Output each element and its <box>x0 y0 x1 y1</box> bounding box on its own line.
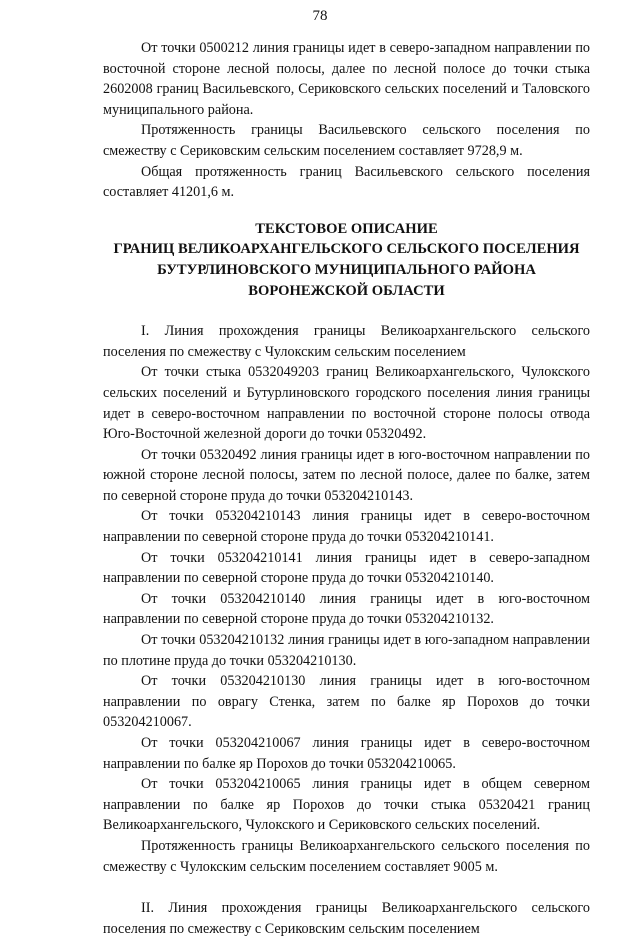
paragraph: От точки 053204210065 линия границы идет в общем северном направлении по балке яр Порохов до точки стыка 05320421 границ Великоархангельского, Чулокского и Сериковского сельских поселений. <box>103 776 590 834</box>
page-number: 78 <box>312 8 328 24</box>
paragraph: Протяженность границы Великоархангельского сельского поселения по смежеству с Чулокским сельским поселением составляет 9005 м. <box>103 837 590 875</box>
paragraph: От точки 0500212 линия границы идет в северо-западном направлении по восточной стороне лесной полосы, далее по лесной полосе до точки стыка 2602008 границ Васильевского, Сериковского сельских поселений и Таловского муниципального района. <box>103 40 590 118</box>
section-title: I. Линия прохождения границы Великоархангельского сельского поселения по смежеству с Чулокским сельским поселением <box>103 323 590 360</box>
paragraph: От точки стыка 0532049203 границ Великоархангельского, Чулокского сельских поселений и Бутурлиновского городского поселения линия границы идет в северо-восточном направлении по восточной стороне полосы отвода Юго-Восточной железной дороги до точки 05320492. <box>103 364 590 443</box>
paragraph: От точки 053204210141 линия границы идет в северо-западном направлении по северной стороне пруда до точки 053204210140. <box>103 549 590 587</box>
heading-line: ВОРОНЕЖСКОЙ ОБЛАСТИ <box>248 282 445 299</box>
heading-line: ТЕКСТОВОЕ ОПИСАНИЕ <box>255 220 438 237</box>
page-content <box>103 38 590 939</box>
paragraph: Протяженность границы Васильевского сельского поселения по смежеству с Сериковским сельским поселением составляет 9728,9 м. <box>103 122 590 159</box>
paragraph: Общая протяженность границ Васильевского сельского поселения составляет 41201,6 м. <box>103 163 590 201</box>
paragraph: От точки 053204210140 линия границы идет в юго-восточном направлении по северной стороне пруда до точки 053204210132. <box>103 590 590 628</box>
spacer <box>103 877 590 898</box>
paragraph: От точки 053204210130 линия границы идет в юго-восточном направлении по оврагу Стенка, затем по балке яр Порохов до точки 053204210067. <box>103 673 590 731</box>
heading-line: ГРАНИЦ ВЕЛИКОАРХАНГЕЛЬСКОГО СЕЛЬСКОГО ПОСЕЛЕНИЯ <box>113 241 580 258</box>
paragraph: От точки 053204210143 линия границы идет в северо-восточном направлении по северной стороне пруда до точки 053204210141. <box>103 508 590 546</box>
paragraph: От точки 053204210067 линия границы идет в северо-восточном направлении по балке яр Порохов до точки 053204210065. <box>103 735 590 772</box>
heading-line: БУТУРЛИНОВСКОГО МУНИЦИПАЛЬНОГО РАЙОНА <box>157 261 536 278</box>
section-title: II. Линия прохождения границы Великоархангельского сельского поселения по смежеству с Сериковским сельским поселением <box>103 900 590 937</box>
paragraph: От точки 053204210132 линия границы идет в юго-западном направлении по плотине пруда до точки 053204210130. <box>103 632 590 669</box>
section-heading <box>103 219 590 301</box>
paragraph: От точки 05320492 линия границы идет в юго-восточном направлении по южной стороне лесной полосы, затем по лесной полосе, далее по балке, затем по северной стороне пруда до точки 053204210143. <box>103 446 590 504</box>
